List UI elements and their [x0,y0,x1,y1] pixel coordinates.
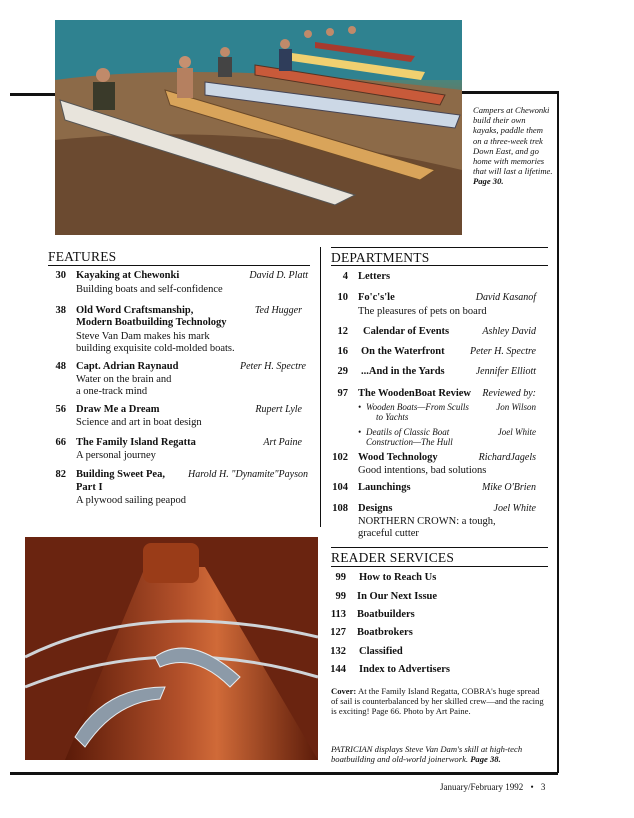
page-footer [440,782,560,792]
features-rule [48,265,310,266]
reader-services-rule-top [331,547,548,548]
top-rule-left [10,93,55,96]
page-border-right [557,91,559,773]
kayaking-photo [55,20,462,235]
footer-bullet: • [530,782,534,792]
patrician-caption: PATRICIAN displays Steve Van Dam's skill at high-tech boatbuilding and old-world joinerwork. Page 38. [331,744,523,765]
issue-date: January/February 1992 [440,782,524,792]
top-photo-caption: Campers at Chewonki build their own kayaks, paddle them on a three-week trek Down East, and go home with memories that will last a lifetime. Page 30. [473,105,553,187]
cover-note: Cover: At the Family Island Regatta, COBRA's huge spread of sail is counterbalanced by her skilled crew—and the racing is exciting! Page 66. Photo by Art Paine. [331,686,544,717]
top-rule-right [462,91,558,94]
departments-heading: DEPARTMENTS [331,250,430,265]
reader-services-heading: READER SERVICES [331,550,455,565]
departments-rule [331,265,548,266]
reader-services-rule [331,566,548,567]
column-divider [320,247,321,527]
patrician-photo [25,537,318,760]
departments-rule-top [331,247,548,248]
bottom-rule [10,772,558,775]
page-number: 3 [540,782,546,792]
features-heading: FEATURES [48,249,117,264]
